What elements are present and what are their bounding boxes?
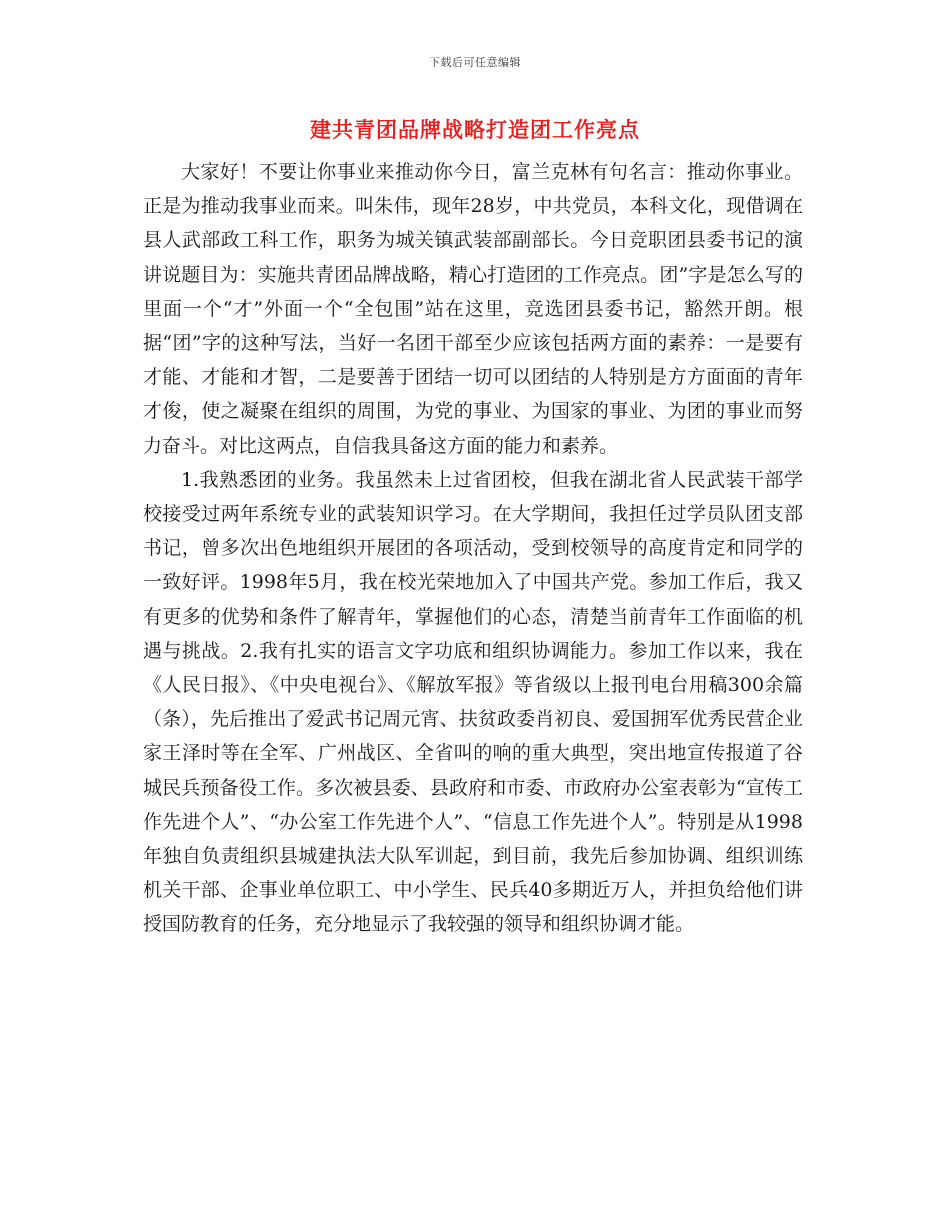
paragraph-intro: 大家好！不要让你事业来推动你今日，富兰克林有句名言：推动你事业。正是为推动我事业而来。叫朱伟，现年28岁，中共党员，本科文化，现借调在县人武部政工科工作，职务为城关镇武装部副部长。今日竞职团县委书记的演讲说题目为：实施共青团品牌战略，精心打造团的工作亮点。团”字是怎么写的里面一个“才”外面一个“全包围”站在这里，竞选团县委书记，豁然开朗。根据“团”字的这种写法，当好一名团干部至少应该包括两方面的素养：一是要有才能、才能和才智，二是要善于团结一切可以团结的人特别是方方面面的青年才俊，使之凝聚在组织的周围，为党的事业、为国家的事业、为团的事业而努力奋斗。对比这两点，自信我具备这方面的能力和素养。	[143, 161, 803, 457]
paragraph-qualifications: 1.我熟悉团的业务。我虽然未上过省团校，但我在湖北省人民武装干部学校接受过两年系统专业的武装知识学习。在大学期间，我担任过学员队团支部书记，曾多次出色地组织开展团的各项活动，受到校领导的高度肯定和同学的一致好评。1998年5月，我在校光荣地加入了中国共产党。参加工作后，我又有更多的优势和条件了解青年，掌握他们的心态，清楚当前青年工作面临的机遇与挑战。2.我有扎实的语言文字功底和组织协调能力。参加工作以来，我在《人民日报》、《中央电视台》、《解放军报》等省级以上报刊电台用稿300余篇（条），先后推出了爱武书记周元宵、扶贫政委肖初良、爱国拥军优秀民营企业家王泽时等在全军、广州战区、全省叫的响的重大典型，突出地宣传报道了谷城民兵预备役工作。多次被县委、县政府和市委、市政府办公室表彰为“宣传工作先进个人”、“办公室工作先进个人”、“信息工作先进个人”。特别是从1998年独自负责组织县城建执法大队军训起，到目前，我先后参加协调、组织训练机关干部、企事业单位职工、中小学生、民兵40多期近万人，并担负给他们讲授国防教育的任务，充分地显示了我较强的领导和组织协调才能。	[143, 468, 803, 936]
document-body	[143, 155, 803, 942]
document-title: 建共青团品牌战略打造团工作亮点	[310, 117, 640, 142]
page-header: 下载后可任意编辑	[429, 56, 521, 69]
